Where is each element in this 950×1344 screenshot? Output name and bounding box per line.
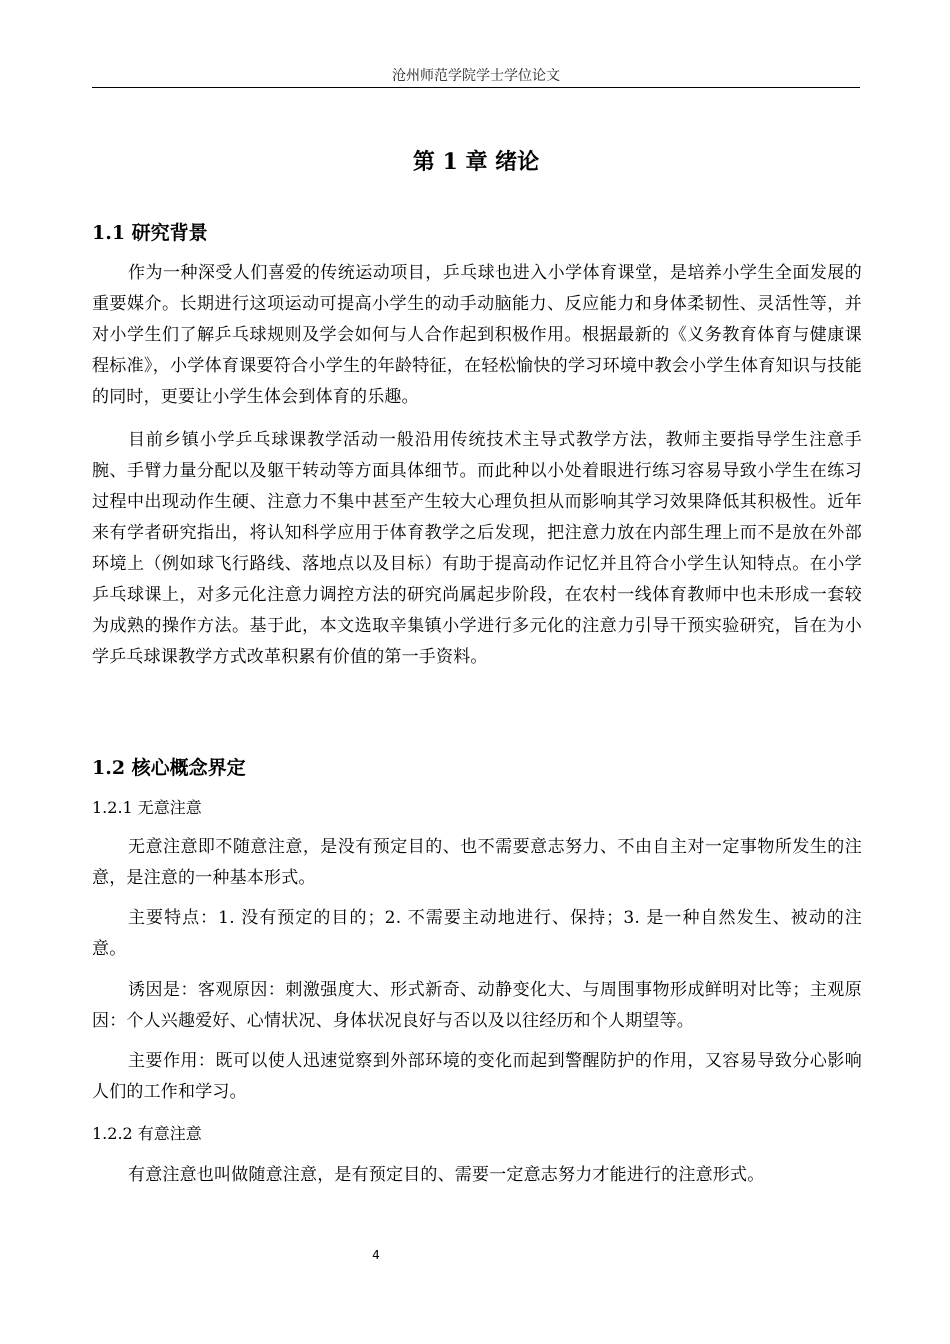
chapter-title: 第 1 章 绪论 (412, 149, 540, 175)
paragraph-involuntary-attention-causes: 诱因是：客观原因：刺激强度大、形式新奇、动静变化大、与周围事物形成鲜明对比等；主观原因：个人兴趣爱好、心情状况、身体状况良好与否以及以往经历和个人期望等。 (92, 980, 862, 1031)
paragraph-involuntary-attention-features: 主要特点：1. 没有预定的目的；2. 不需要主动地进行、保持；3. 是一种自然发生、被动的注意。 (92, 908, 862, 959)
page-number: 4 (372, 1248, 380, 1262)
section-heading-1-1: 1.1 研究背景 (92, 222, 208, 244)
paragraph-research-background-1: 作为一种深受人们喜爱的传统运动项目，乒乓球也进入小学体育课堂，是培养小学生全面发展的重要媒介。长期进行这项运动可提高小学生的动手动脑能力、反应能力和身体柔韧性、灵活性等，并对小学生们了解乒乓球规则及学会如何与人合作起到积极作用。根据最新的《义务教育体育与健康课程标准》，小学体育课要符合小学生的年龄特征，在轻松愉快的学习环境中教会小学生体育知识与技能的同时，更要让小学生体会到体育的乐趣。 (92, 263, 862, 407)
section-heading-1-2: 1.2 核心概念界定 (92, 757, 246, 779)
paragraph-involuntary-attention-definition: 无意注意即不随意注意，是没有预定目的、也不需要意志努力、不由自主对一定事物所发生的注意，是注意的一种基本形式。 (92, 837, 862, 888)
subsection-heading-1-2-1: 1.2.1 无意注意 (92, 798, 202, 817)
paragraph-voluntary-attention-definition: 有意注意也叫做随意注意，是有预定目的、需要一定意志努力才能进行的注意形式。 (128, 1165, 765, 1185)
header-divider (92, 87, 860, 88)
running-header: 沧州师范学院学士学位论文 (392, 68, 560, 84)
subsection-heading-1-2-2: 1.2.2 有意注意 (92, 1124, 202, 1143)
paragraph-involuntary-attention-effects: 主要作用：既可以使人迅速觉察到外部环境的变化而起到警醒防护的作用，又容易导致分心影响人们的工作和学习。 (92, 1051, 862, 1102)
paragraph-research-background-2: 目前乡镇小学乒乓球课教学活动一般沿用传统技术主导式教学方法，教师主要指导学生注意手腕、手臂力量分配以及躯干转动等方面具体细节。而此种以小处着眼进行练习容易导致小学生在练习过程中出现动作生硬、注意力不集中甚至产生较大心理负担从而影响其学习效果降低其积极性。近年来有学者研究指出，将认知科学应用于体育教学之后发现，把注意力放在内部生理上而不是放在外部环境上（例如球飞行路线、落地点以及目标）有助于提高动作记忆并且符合小学生认知特点。在小学乒乓球课上，对多元化注意力调控方法的研究尚属起步阶段，在农村一线体育教师中也未形成一套较为成熟的操作方法。基于此，本文选取辛集镇小学进行多元化的注意力引导干预实验研究，旨在为小学乒乓球课教学方式改革积累有价值的第一手资料。 (92, 430, 862, 667)
